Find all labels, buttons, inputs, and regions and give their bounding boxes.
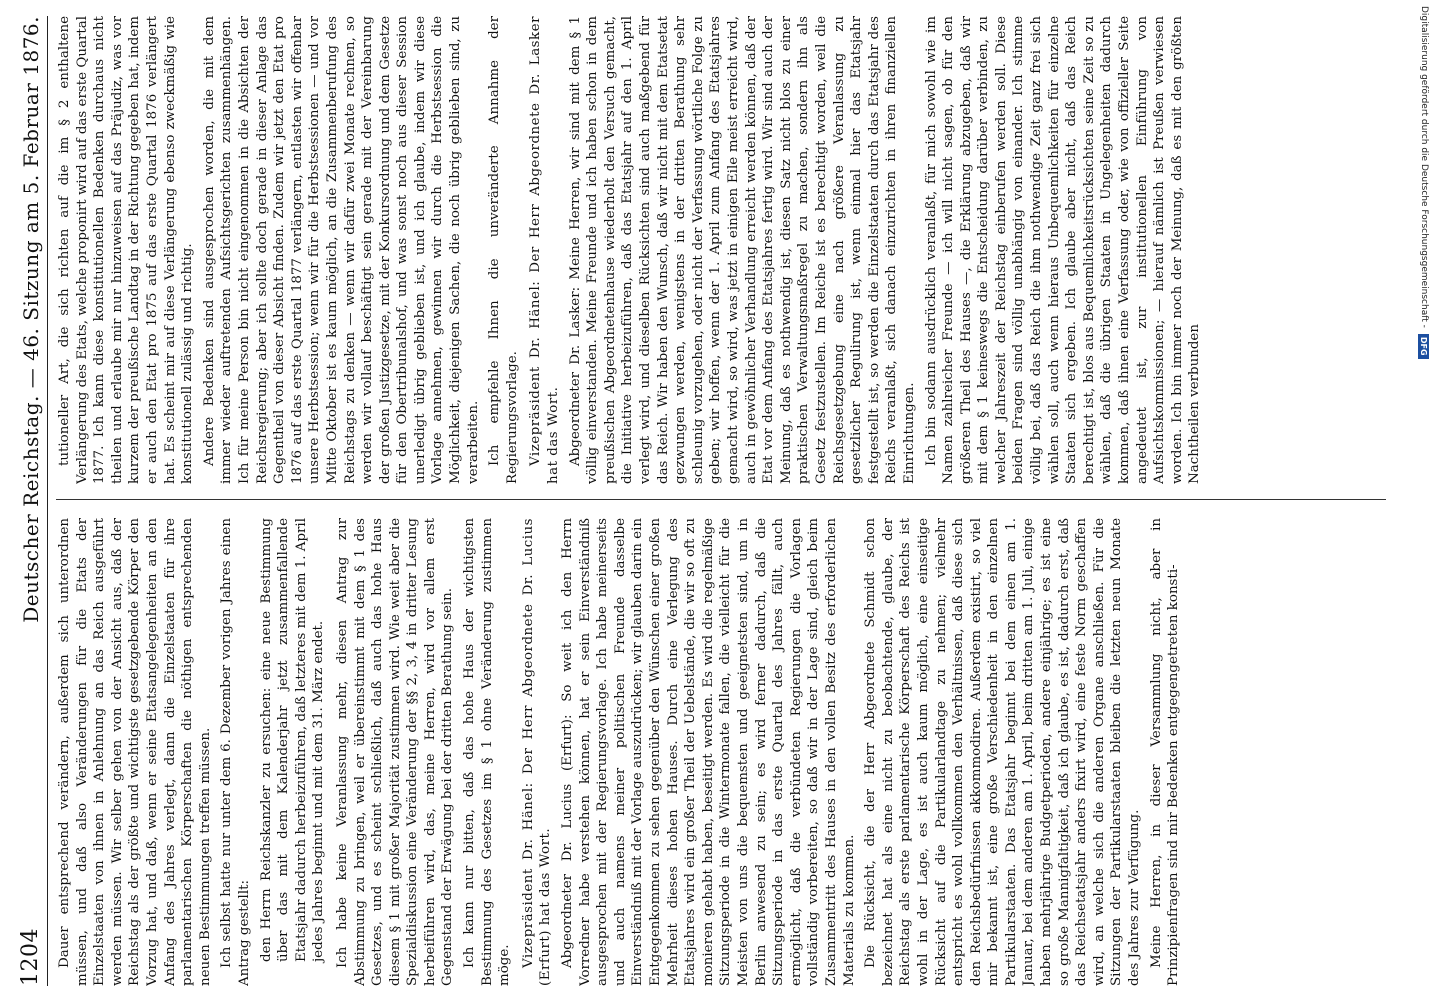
running-title: Deutscher Reichstag. — 46. Sitzung am 5. Februar 1876. [19, 16, 43, 623]
quoted-motion: den Herrn Reichskanzler zu ersuchen: eine neue Bestimmung über das mit dem Kalenderjahr jetzt zusammenfallende Etatsjahr dadurch herbeizuführen, daß letzteres mit dem 1. April jedes Jahres beginnt und mit dem 31. März endet. [258, 518, 327, 962]
paragraph: Ich bin sodann ausdrücklich veranlaßt, für mich sowohl wie im Namen zahlreicher Freunde — ich will nicht sagen, ob für den größeren Theil des Hauses —, die Erklärung abzugeben, daß wir mit dem § 1 keineswegs die Entscheidung darüber verbinden, zu welcher Jahreszeit der Reichstag einberufen werden soll. Diese beiden Fragen sind völlig unabhängig von einander. Ich stimme völlig bei, daß das Reich die ihm nothwendige Zeit ganz frei sich wählen soll, auch wenn hieraus Unbequemlichkeiten für einzelne Staaten sich ergeben. Ich glaube aber nicht, daß das Reich berechtigt ist, blos aus Bequemlichkeitsrücksichten seine Zeit so zu wählen, daß die übrigen Staaten in Ungelegenheiten dadurch kommen, daß ihnen eine Verfassung oder, wie von offizieller Seite angedeutet ist, zur institutionellen Einführung von Aufsichtskommissionen; — hierauf nämlich ist Preußen verwiesen worden. Ich bin immer noch der Meinung, daß es mit den größten Nachtheilen verbunden [923, 16, 1203, 484]
dfg-logo: DFG [1419, 334, 1430, 359]
paragraph: Ich habe keine Veranlassung mehr, diesen Antrag zur Abstimmung zu bringen, weil er übereinstimmt mit dem § 1 des Gesetzes, und es scheint schließlich, daß auch das hohe Haus diesem § 1 mit großer Majorität zustimmen wird. Wie weit aber die Spezialdiskussion eine Veränderung der §§ 2, 3, 4 in dritter Lesung herbeiführen wird, das, meine Herren, wird vor allem erst Gegenstand der Erwägung bei der dritten Berathung sein. [334, 518, 456, 986]
paragraph: Meine Herren, in dieser Versammlung nicht, aber in Prinzipienfragen sind mir Bedenken entgegengetreten konsti- [1148, 518, 1182, 986]
paragraph: Dauer entsprechend verändern, außerdem sich unterordnen müssen, und daß also Veränderungen für die Etats der Einzelstaaten von ihnen in Anlehnung an das Reich ausgeführt werden müssen. Wir selber gehen von der Ansicht aus, daß der Reichstag als der größte und wichtigste gesetzgebende Körper den Vorzug hat, und daß, wenn er seine Etatsangelegenheiten an den Anfang des Jahres verlegt, dann die Einzelstaaten für ihre parlamentarischen Körperschaften die nöthigen entsprechenden neuen Bestimmungen treffen müssen. [57, 518, 213, 986]
paragraph: tutioneller Art, die sich richten auf die im § 2 enthaltene Verlängerung des Etats, welche proponirt wird auf das erste Quartal 1877. Ich kann diese konstitutionellen Bedenken durchaus nicht theilen und erlaube mir nur hinzuweisen auf das Präjudiz, was vor kurzem der preußische Landtag in der Richtung gegeben hat, indem er auch den Etat pro 1875 auf das erste Quartal 1876 verlängert hat. Es scheint mir auf diese Verlängerung ebenso zweckmäßig wie konstitutionell zulässig und richtig. [57, 16, 196, 484]
right-column [56, 16, 1386, 484]
speaker-note: Vizepräsident Dr. Hänel: Der Herr Abgeordnete Dr. Lasker hat das Wort. [528, 16, 562, 484]
paragraph: Die Rücksicht, die der Herr Abgeordnete Schmidt schon bezeichnet hat als eine nicht zu beobachtende, glaube, der Reichstag als erste parlamentarische Körperschaft des Reichs ist wohl in der Lage, es ist auch kaum möglich, eine einseitige Rücksicht auf die Partikularlandtage zu nehmen; vielmehr entspricht es wohl vollkommen den Verhältnissen, daß diese sich den Reichsbedürfnissen akkommodiren. Außerdem existirt, so viel mir bekannt ist, eine große Verschiedenheit in den einzelnen Partikularstaaten. Das Etatsjahr beginnt bei dem einen am 1. Januar, bei dem anderen am 1. April, beim dritten am 1. Juli, einige haben mehrjährige Budgetperioden, andere einjährige; es ist eine so große Mannigfaltigkeit, daß ich glaube, es ist, dadurch erst, daß das Reichsetatsjahr anders fixirt wird, eine feste Norm geschaffen wird, an welche sich die anderen Organe anschließen. Für die Sitzungen der Partikularstaaten bleiben die letzten neun Monate des Jahres zur Verfügung. [863, 518, 1143, 986]
paragraph: Abgeordneter Dr. Lasker: Meine Herren, wir sind mit dem § 1 völlig einverstanden. Meine Freunde und ich haben schon in dem preußischen Abgeordnetenhause wiederholt den Versuch gemacht, die Initiative herbeizuführen, daß das Etatsjahr auf den 1. April verlegt wird, und dieselben Rücksichten sind auch maßgebend für das Reich. Wir haben den Wunsch, daß wir nicht mit dem Etatsetat gezwungen werden, wenigstens in der dritten Berathung sehr schleunig vorzugehen, oder nicht der Verfassung wörtliche Folge zu geben; wir hoffen, wenn der 1. April zum Anfang des Etatsjahres gemacht wird, so wird, was jetzt in einigen Eile meist erreicht wird, auch in gewöhnlicher Verhandlung erreicht werden können, daß der Etat vor dem Anfang des Etatsjahres fertig wird. Wir sind auch der Meinung, daß es nothwendig ist, diesen Satz nicht blos zu einer praktischen Verwaltungsmaßregel zu machen, sondern ihn als Gesetz festzustellen. Im Reiche ist es berechtigt worden, weil die Reichsgesetzgebung eine nach größere Veranlassung zu gesetzlicher Regulirung ist, wenn einmal hier das Etatsjahr festgestellt ist, so werden die Einzelstaaten durch das Etatsjahr des Reichs veranlaßt, sich danach einzurichten in ihren finanziellen Einrichtungen. [567, 16, 917, 484]
left-column [56, 518, 1386, 986]
digitization-note [1418, 6, 1430, 996]
digitization-text: Digitalisierung gefördert durch die Deutsche Forschungsgemeinschaft - [1419, 6, 1429, 328]
paragraph: Ich empfehle Ihnen die unveränderte Annahme der Regierungsvorlage. [487, 16, 520, 484]
speaker-note: Vizepräsident Dr. Hänel: Der Herr Abgeordnete Dr. Lucius (Erfurt) hat das Wort. [520, 518, 554, 986]
paragraph: Abgeordneter Dr. Lucius (Erfurt): So weit ich den Herrn Vorredner habe verstehen können, hat er sein Einverständniß ausgesprochen mit der Regierungsvorlage. Ich habe meinerseits und auch namens meiner politischen Freunde dasselbe Einverständniß mit der Vorlage auszudrücken; wir glauben darin ein Entgegenkommen zu sehen gegenüber den Wünschen einer großen Mehrheit dieses hohen Hauses. Durch eine Verlegung des Etatsjahres wird ein großer Theil der Uebelstände, die wir so oft zu monieren gehabt haben, beseitigt werden. Es wird die regelmäßige Sitzungsperiode in die Wintermonate fallen, die vielleicht für die Meisten von uns die bequemsten und geeignetsten sind, um in Berlin anwesend zu sein; es wird ferner dadurch, daß die Sitzungsperiode in das erste Quartal des Jahres fällt, auch ermöglicht, daß die verbündeten Regierungen die Vorlagen vollständig vorbereiten, so daß wir in der Lage sind, gleich beim Zusammentritt des Hauses in den vollen Besitz des erforderlichen Materials zu kommen. [560, 518, 857, 986]
paragraph: Ich selbst hatte nur unter dem 6. Dezember vorigen Jahres einen Antrag gestellt: [219, 518, 252, 986]
page-number: 1204 [18, 928, 43, 986]
paragraph: Ich kann nur bitten, daß das hohe Haus der wichtigsten Bestimmung des Gesetzes im § 1 ohne Veränderung zustimmen möge. [462, 518, 513, 986]
paragraph: Andere Bedenken sind ausgesprochen worden, die mit dem immer wieder auftretenden Aufsichtsgerichten zusammenhängen. Ich für meine Person bin nicht eingenommen in die Absichten der Reichsregierung; aber ich sollte doch gerade in dieser Anlage das Gegentheil von dieser Absicht finden. Zudem wir jetzt den Etat pro 1876 auf das erste Quartal 1877 verlängern, entlasten wir offenbar unsere Herbstsession; wenn wir für die Herbstsessionen — und vor Mitte Oktober ist es kaum möglich, an die Zusammenberufung des Reichstags zu denken — wenn wir dafür zwei Monate rechnen, so werden wir vollauf beschäftigt sein gerade mit der Vereinbarung der großen Justizgesetze, mit der Konkursordnung und dem Gesetze für den Obertribunalshof, und was sonst noch aus dieser Session unerledigt übrig geblieben ist, und ich glaube, indem wir diese Vorlage annehmen, gewinnen wir durch die Herbstsession die Möglichkeit, diejenigen Sachen, die noch übrig geblieben sind, zu verarbeiten. [201, 16, 481, 484]
column-divider [56, 499, 1386, 500]
page-header [12, 16, 48, 986]
